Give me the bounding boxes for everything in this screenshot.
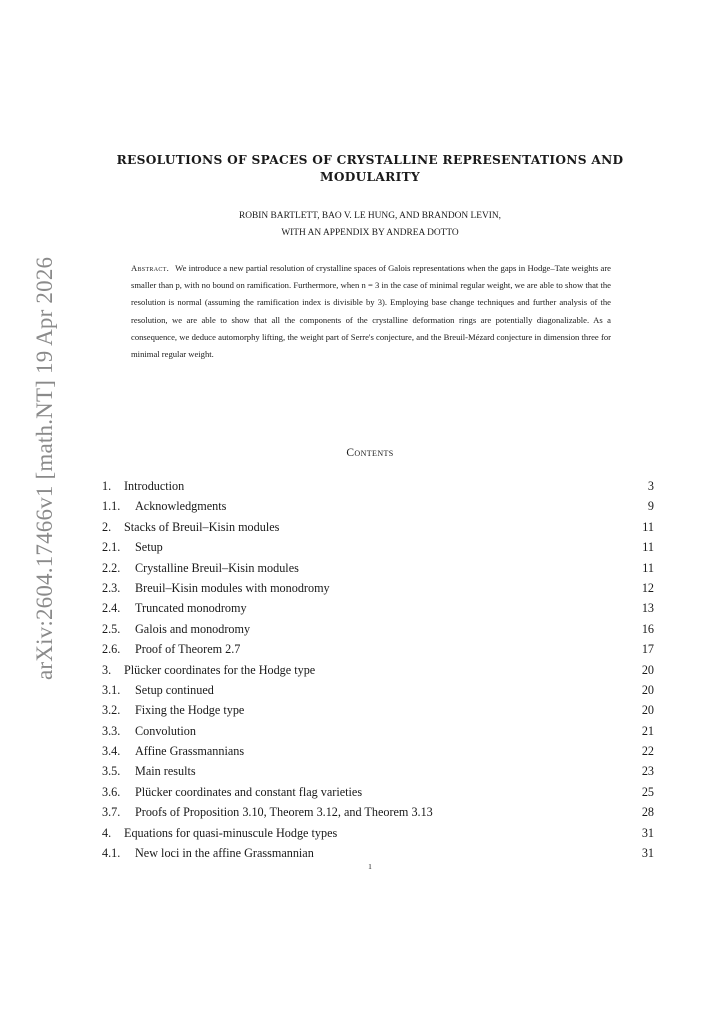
toc-entry[interactable]: [102, 619, 654, 639]
toc-entry[interactable]: [102, 761, 654, 781]
toc-entry-number: 3.5.: [102, 764, 121, 779]
toc-entry[interactable]: [102, 802, 654, 822]
toc-entry-number: 1.1.: [102, 499, 121, 514]
toc-entry-number: 4.: [102, 825, 112, 840]
toc-entry-title: Truncated monodromy: [135, 601, 247, 616]
toc-entry-number: 3.4.: [102, 744, 121, 759]
toc-entry-title: Main results: [135, 764, 196, 779]
toc-entry-number: 3.6.: [102, 784, 121, 799]
toc-entry-page: 28: [641, 805, 654, 820]
toc-entry[interactable]: [102, 700, 654, 720]
toc-entry[interactable]: [102, 476, 654, 496]
toc-entry-page: 12: [641, 580, 654, 595]
toc-entry-title: Stacks of Breuil–Kisin modules: [124, 519, 280, 534]
toc-entry-page: 16: [641, 621, 654, 636]
toc-entry[interactable]: [102, 680, 654, 700]
toc-entry-page: 23: [641, 764, 654, 779]
toc-entry-number: 2.: [102, 519, 112, 534]
toc-entry-number: 2.1.: [102, 540, 121, 555]
toc-entry-page: 20: [641, 662, 654, 677]
toc-entry-number: 1.: [102, 479, 112, 493]
toc-entry-number: 2.6.: [102, 642, 121, 657]
toc-entry-page: 31: [641, 825, 654, 840]
toc-entry-title: Plücker coordinates and constant flag varieties: [135, 784, 363, 799]
toc-entry[interactable]: [102, 741, 654, 761]
toc-entry-title: Breuil–Kisin modules with monodromy: [135, 580, 330, 595]
toc-entry-number: 3.1.: [102, 682, 121, 697]
toc-entry-title: New loci in the affine Grassmannian: [135, 846, 314, 861]
authors-line-1: ROBIN BARTLETT, BAO V. LE HUNG, AND BRANDON LEVIN,: [239, 211, 501, 221]
toc-entry[interactable]: [102, 598, 654, 618]
toc-entry-page: 17: [641, 642, 654, 657]
toc-entry[interactable]: [102, 578, 654, 598]
toc-entry-page: 21: [641, 723, 654, 738]
toc-entry-title: Setup continued: [135, 682, 214, 697]
abstract: [131, 260, 611, 363]
author-block: [120, 208, 620, 242]
toc-entry-title: Fixing the Hodge type: [135, 703, 245, 718]
toc-entry-title: Equations for quasi-minuscule Hodge types: [124, 825, 338, 840]
toc-entry-page: 31: [641, 846, 654, 861]
toc-entry-page: 11: [642, 560, 654, 575]
arxiv-identifier-stamp: arXiv:2604.17466v1 [math.NT] 19 Apr 2026: [32, 256, 57, 680]
toc-entry-number: 2.3.: [102, 580, 121, 595]
toc-entry[interactable]: [102, 782, 654, 802]
toc-entry-page: 13: [641, 601, 654, 616]
contents-heading: Contents: [346, 447, 394, 459]
title-line-1: RESOLUTIONS OF SPACES OF CRYSTALLINE REPRESENTATIONS AND: [116, 153, 624, 167]
toc-entry-number: 3.7.: [102, 805, 121, 820]
toc-entry-title: Proof of Theorem 2.7: [135, 642, 241, 657]
toc-entry-number: 3.3.: [102, 723, 121, 738]
table-of-contents: [102, 476, 654, 863]
toc-entry-page: 3: [647, 479, 654, 493]
page-number: 1: [368, 862, 372, 871]
toc-entry-number: 3.2.: [102, 703, 121, 718]
toc-entry[interactable]: [102, 660, 654, 680]
toc-entry[interactable]: [102, 721, 654, 741]
toc-entry-title: Crystalline Breuil–Kisin modules: [135, 560, 299, 575]
toc-entry-number: 3.: [102, 662, 112, 677]
toc-entry-number: 2.4.: [102, 601, 121, 616]
title-line-2: MODULARITY: [320, 170, 420, 184]
toc-entry[interactable]: [102, 823, 654, 843]
toc-entry-title: Plücker coordinates for the Hodge type: [124, 662, 316, 677]
toc-entry[interactable]: [102, 496, 654, 516]
toc-entry-title: Proofs of Proposition 3.10, Theorem 3.12, and Theorem 3.13: [135, 805, 433, 820]
toc-entry-page: 22: [641, 744, 654, 759]
toc-entry-page: 11: [642, 540, 654, 555]
toc-entry-title: Galois and monodromy: [135, 621, 251, 636]
toc-entry-number: 2.2.: [102, 560, 121, 575]
abstract-text: We introduce a new partial resolution of crystalline spaces of Galois representations when the gaps in Hodge–Tate weights are smaller than p, with no bound on ramification. Furthermore, when n = 3 in the case of minimal regular weight, we are able to show that the resolution is normal (assuming the ramification index is divisible by 3). Employing base change techniques and further analysis of the resolution, we are able to show that all the components of the crystalline deformation rings are potentially diagonalizable. As a consequence, we deduce automorphy lifting, the weight part of Serre's conjecture, and the Breuil-Mézard conjecture in dimension three for minimal regular weight.: [131, 263, 611, 360]
toc-entry[interactable]: [102, 639, 654, 659]
toc-entry-title: Acknowledgments: [135, 499, 227, 514]
paper-title: [90, 152, 650, 186]
toc-entry[interactable]: [102, 517, 654, 537]
toc-entry-page: 20: [641, 682, 654, 697]
toc-entry-title: Convolution: [135, 723, 196, 738]
toc-entry-title: Affine Grassmannians: [135, 744, 245, 759]
toc-entry[interactable]: [102, 843, 654, 863]
toc-entry-page: 25: [641, 784, 654, 799]
authors-line-2: WITH AN APPENDIX BY ANDREA DOTTO: [281, 228, 459, 238]
abstract-label: Abstract.: [131, 263, 170, 273]
toc-entry[interactable]: [102, 537, 654, 557]
toc-entry-number: 4.1.: [102, 846, 121, 861]
toc-entry-title: Setup: [135, 540, 163, 555]
toc-entry[interactable]: [102, 558, 654, 578]
toc-entry-number: 2.5.: [102, 621, 121, 636]
toc-entry-page: 11: [642, 519, 654, 534]
toc-entry-title: Introduction: [124, 479, 185, 493]
toc-entry-page: 20: [641, 703, 654, 718]
toc-entry-page: 9: [647, 499, 654, 514]
